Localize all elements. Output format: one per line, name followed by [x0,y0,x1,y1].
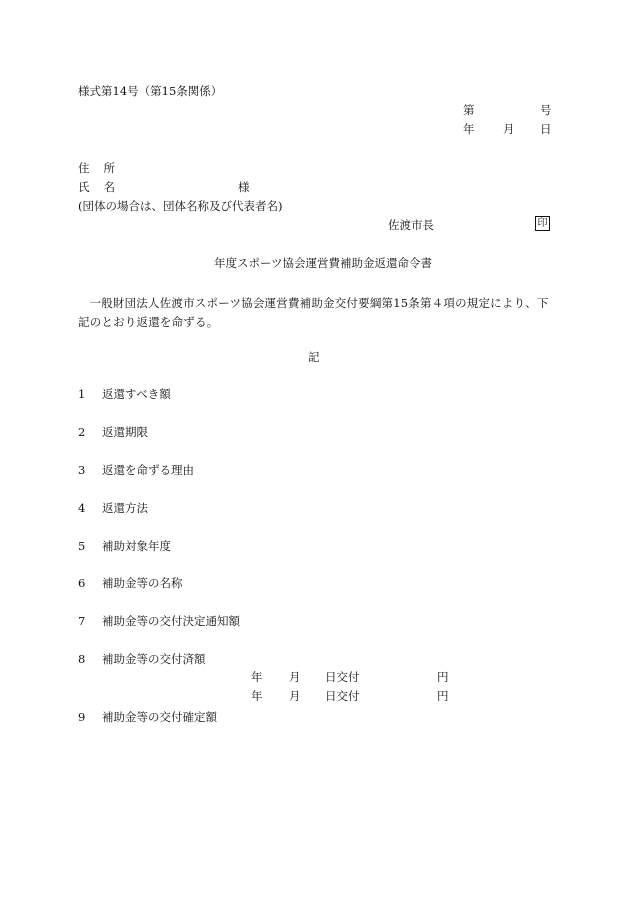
date-year-label: 年 [463,122,475,136]
item-6 [78,576,183,590]
item-label: 補助金等の交付決定通知額 [102,614,240,628]
form-number: 様式第14号（第15条関係） [78,84,223,98]
item-1 [78,387,171,401]
paid-line-year: 年 [251,689,263,703]
item-3 [78,463,194,477]
seal-mark: 印 [535,216,550,231]
item-label: 補助金等の交付済額 [102,652,206,666]
paid-line-year: 年 [251,670,263,684]
item-number: 1 [78,387,86,401]
issuer-mayor: 佐渡市長 [388,218,434,232]
name-label [78,180,115,194]
item-number: 7 [78,614,86,628]
paid-line-2 [0,689,630,703]
address-label-char-1: 住 [78,161,90,175]
item-2 [78,425,148,439]
item-label: 返還すべき額 [102,387,171,401]
item-5 [78,539,171,553]
paid-line-month: 月 [289,670,301,684]
item-number: 4 [78,501,86,515]
item-4 [78,501,148,515]
paid-line-yen: 円 [437,670,449,684]
honorific: 様 [238,180,250,194]
item-number: 9 [78,710,86,724]
name-label-char-2: 名 [103,180,115,194]
item-number: 3 [78,463,86,477]
paid-line-day: 日交付 [325,670,360,684]
paid-line-day: 日交付 [325,689,360,703]
name-label-char-1: 氏 [78,180,90,194]
body-paragraph: 一般財団法人佐渡市スポーツ協会運営費補助金交付要綱第15条第４項の規定により、下記のとおり返還を命ずる。 [78,296,549,329]
address-label [78,161,115,175]
item-number: 8 [78,652,86,666]
item-number: 5 [78,539,86,553]
item-label: 補助金等の名称 [102,576,183,590]
item-label: 返還方法 [102,501,148,515]
item-9 [78,710,217,724]
item-number: 6 [78,576,86,590]
document-number-prefix: 第 [463,103,475,117]
paid-line-month: 月 [289,689,301,703]
document-title: 年度スポーツ協会運営費補助金返還命令書 [214,256,433,270]
ki-marker: 記 [308,350,320,364]
date-day-label: 日 [540,122,552,136]
group-note: (団体の場合は、団体名称及び代表者名) [78,199,283,213]
item-8 [78,652,206,666]
item-label: 補助金等の交付確定額 [102,710,217,724]
item-label: 返還期限 [102,425,148,439]
paid-line-1 [0,670,630,684]
document-number-suffix: 号 [540,103,552,117]
item-label: 返還を命ずる理由 [102,463,194,477]
date-month-label: 月 [503,122,515,136]
address-label-char-2: 所 [103,161,115,175]
item-7 [78,614,240,628]
item-label: 補助対象年度 [102,539,171,553]
item-number: 2 [78,425,86,439]
paid-line-yen: 円 [437,689,449,703]
